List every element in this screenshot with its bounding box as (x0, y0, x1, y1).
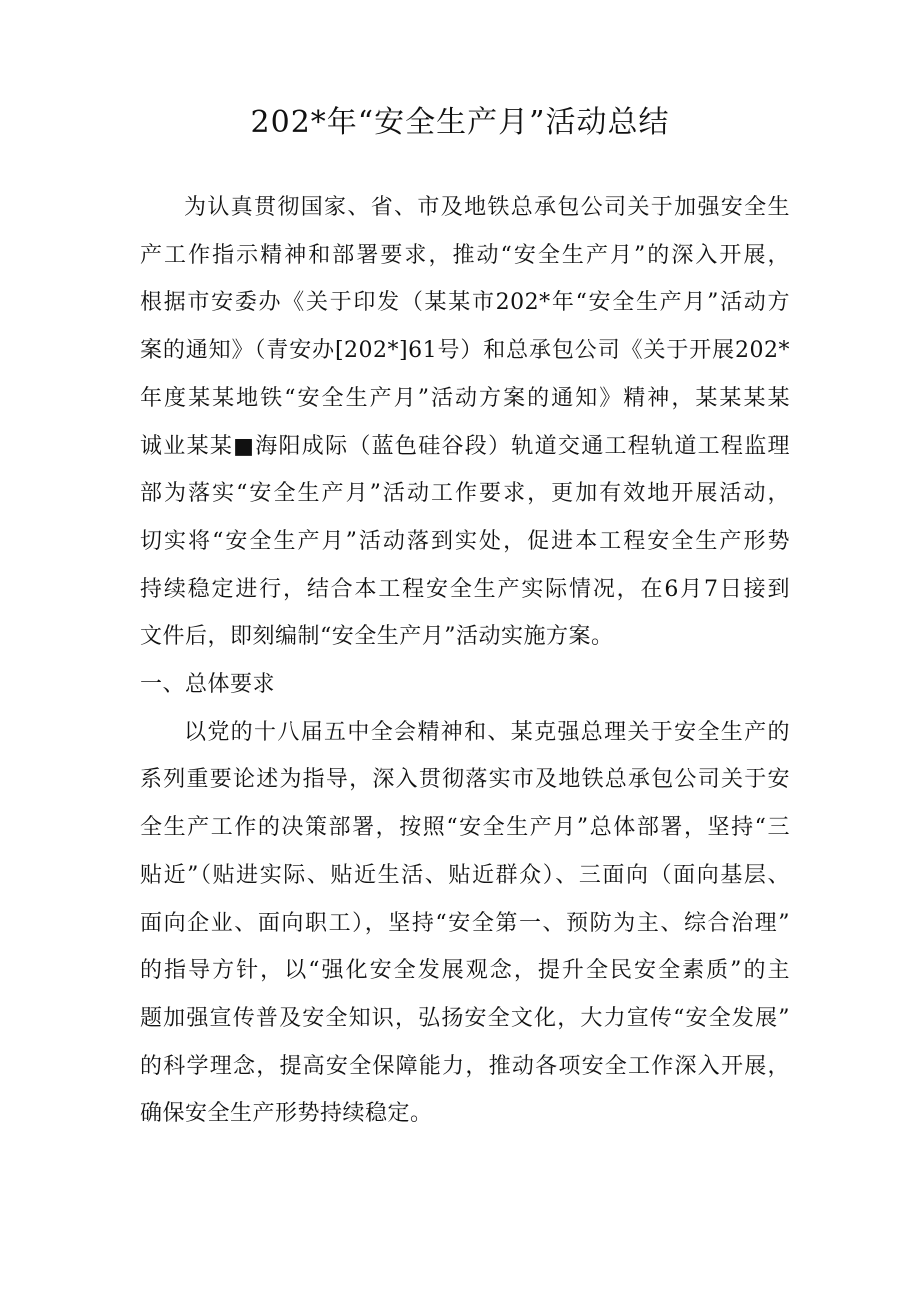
section1-line: 以党的十八届五中全会精神和、某克强总理关于安全生产的 (184, 719, 790, 745)
intro-paragraph (140, 184, 790, 661)
section1-paragraph (140, 709, 790, 1138)
intro-line: 文件后，即刻编制“安全生产月”活动实施方案。 (140, 624, 614, 650)
intro-line: 部为落实“安全生产月”活动工作要求，更加有效地开展活动， (140, 481, 790, 507)
section1-line: 的指导方针，以“强化安全发展观念，提升全民安全素质”的主 (140, 958, 790, 984)
intro-line: 切实将“安全生产月”活动落到实处，促进本工程安全生产形势 (140, 528, 790, 554)
document-title: 202*年“安全生产月”活动总结 (250, 105, 670, 140)
intro-line: 产工作指示精神和部署要求，推动“安全生产月”的深入开展， (140, 242, 790, 268)
intro-line: 持续稳定进行，结合本工程安全生产实际情况，在6月7日接到 (140, 576, 790, 602)
section1-line: 贴近”（贴进实际、贴近生活、贴近群众）、三面向（面向基层、 (140, 862, 790, 888)
intro-line: 年度某某地铁“安全生产月”活动方案的通知》精神，某某某某 (140, 385, 790, 411)
section1-line: 全生产工作的决策部署，按照“安全生产月”总体部署，坚持“三 (140, 815, 790, 841)
section1-line: 题加强宣传普及安全知识，弘扬安全文化，大力宣传“安全发展” (140, 1005, 790, 1031)
section1-line: 的科学理念，提高安全保障能力，推动各项安全工作深入开展， (140, 1053, 790, 1079)
intro-line: 为认真贯彻国家、省、市及地铁总承包公司关于加强安全生 (184, 195, 790, 220)
section1-line: 确保安全生产形势持续稳定。 (140, 1101, 433, 1127)
document-body (140, 184, 790, 1138)
section-heading-general-requirements: 一、总体要求 (140, 672, 276, 698)
intro-line: 根据市安委办《关于印发（某某市202*年“安全生产月”活动方 (140, 290, 790, 316)
section1-line: 系列重要论述为指导，深入贯彻落实市及地铁总承包公司关于安 (140, 767, 790, 793)
intro-line: 诚业某某■海阳成际（蓝色硅谷段）轨道交通工程轨道工程监理 (140, 433, 790, 459)
intro-line: 案的通知》（青安办[202*]61号）和总承包公司《关于开展202* (140, 338, 790, 364)
section1-line: 面向企业、面向职工），坚持“安全第一、预防为主、综合治理” (140, 910, 790, 936)
